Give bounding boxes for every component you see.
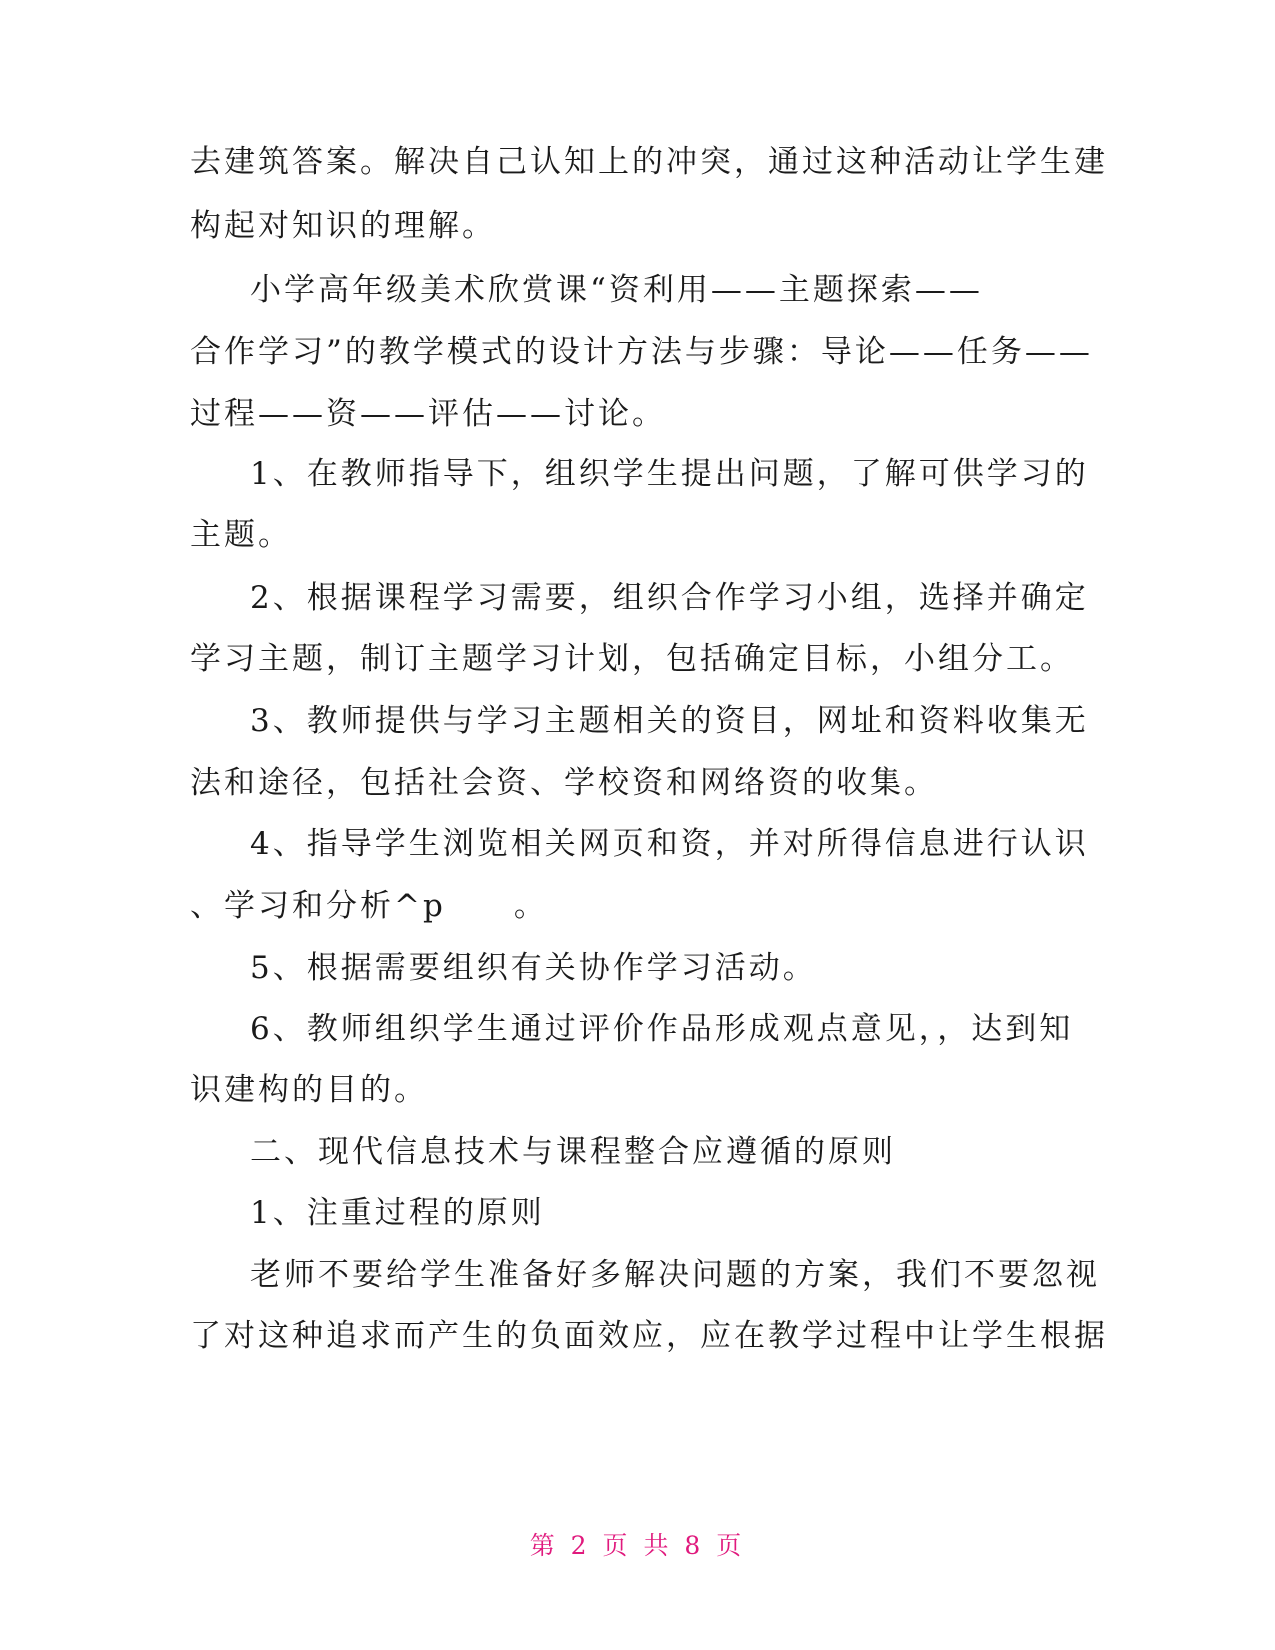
body-text-line: 法和途径，包括社会资、学校资和网络资的收集。 (190, 765, 938, 801)
body-text-line: 了对这种追求而产生的负面效应，应在教学过程中让学生根据 (190, 1318, 1108, 1354)
body-text-line: 合作学习”的教学模式的设计方法与步骤：导论——任务—— (190, 334, 1093, 370)
body-text-line: 学习主题，制订主题学习计划，包括确定目标，小组分工。 (190, 641, 1074, 677)
body-text-line: 3、教师提供与学习主题相关的资目，网址和资料收集无 (250, 703, 1089, 739)
body-text-line: 小学高年级美术欣赏课“资利用——主题探索—— (250, 272, 983, 308)
section-heading: 二、现代信息技术与课程整合应遵循的原则 (250, 1134, 896, 1170)
body-text-line: 识建构的目的。 (190, 1072, 428, 1108)
body-text-line: 2、根据课程学习需要，组织合作学习小组，选择并确定 (250, 580, 1089, 616)
body-text-line: 、学习和分析^p 。 (190, 888, 548, 924)
body-text-line: 1、在教师指导下，组织学生提出问题，了解可供学习的 (250, 456, 1089, 492)
body-text-line: 5、根据需要组织有关协作学习活动。 (250, 950, 817, 986)
page-number-footer: 第 2 页 共 8 页 (529, 1531, 746, 1560)
body-text-line: 老师不要给学生准备好多解决问题的方案，我们不要忽视 (250, 1257, 1100, 1293)
body-text-line: 主题。 (190, 517, 292, 553)
body-text-line: 4、指导学生浏览相关网页和资，并对所得信息进行认识 (250, 826, 1089, 862)
subsection-heading: 1、注重过程的原则 (250, 1195, 545, 1231)
body-text-line: 去建筑答案。解决自己认知上的冲突，通过这种活动让学生建 (190, 144, 1108, 180)
body-text-line: 过程——资——评估——讨论。 (190, 396, 666, 432)
body-text-line: 6、教师组织学生通过评价作品形成观点意见，，达到知 (250, 1011, 1074, 1047)
body-text-line: 构起对知识的理解。 (190, 208, 496, 244)
